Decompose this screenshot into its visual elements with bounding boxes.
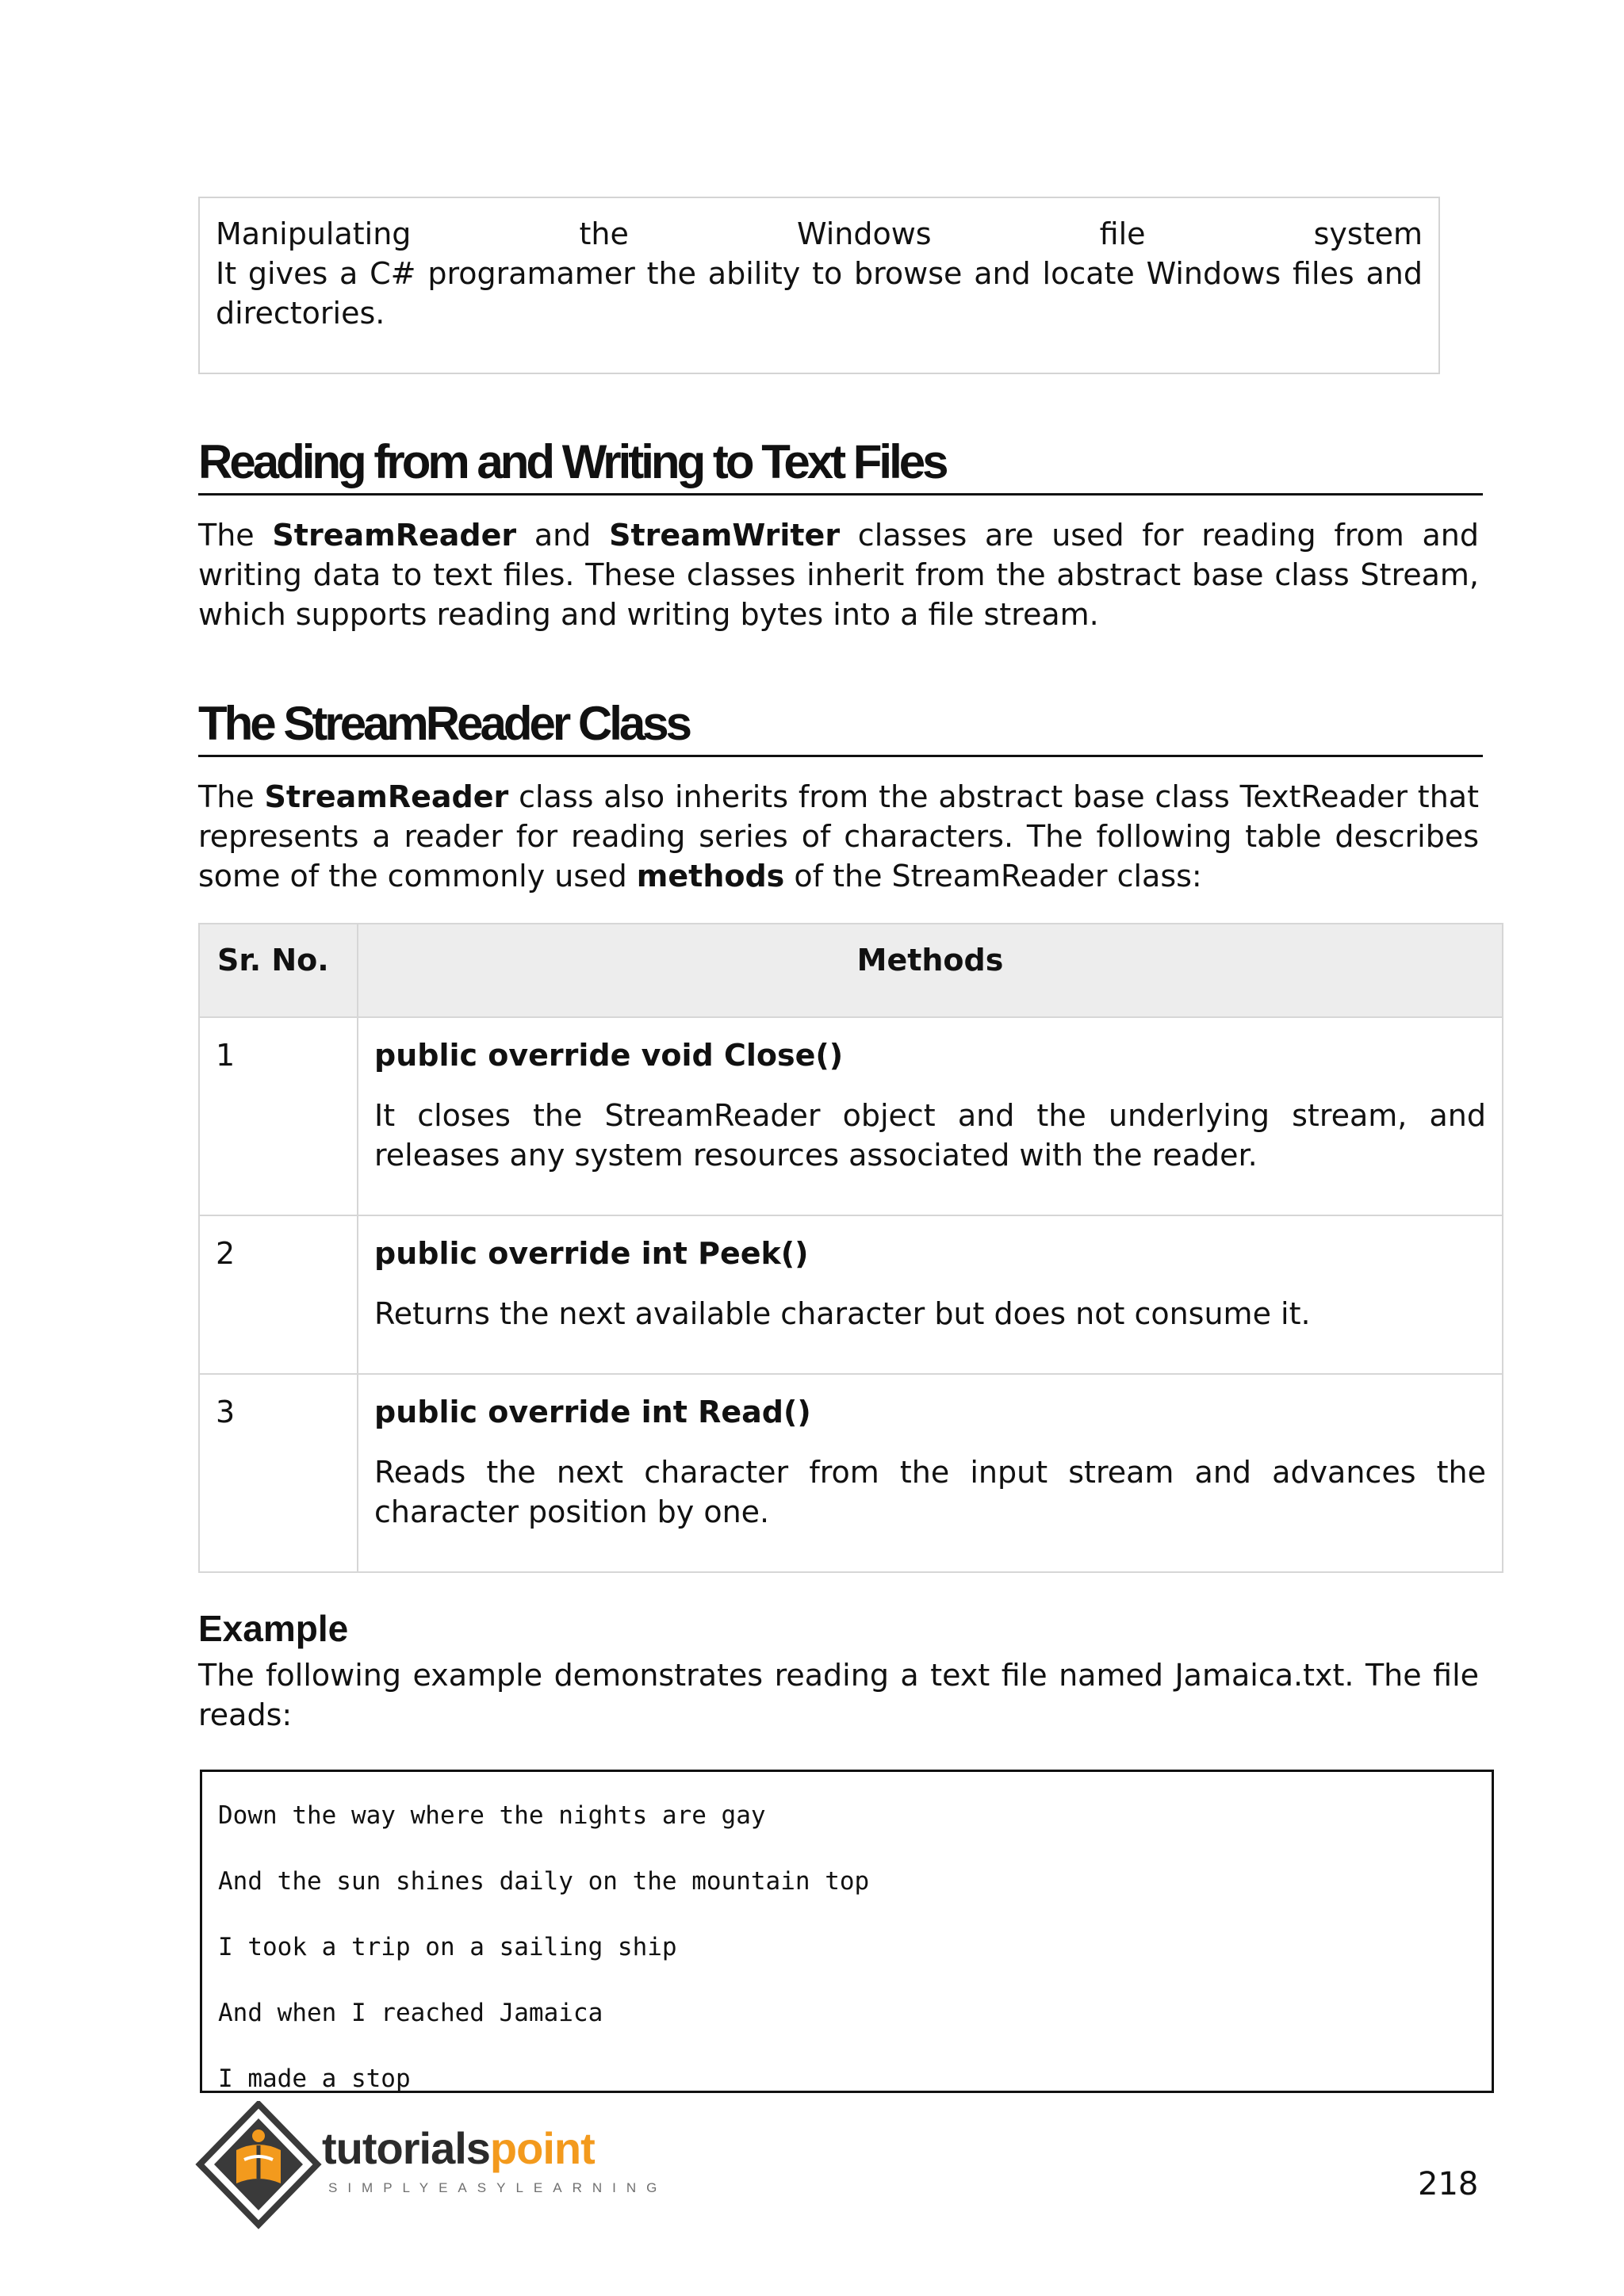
code-line: I made a stop <box>218 2064 411 2093</box>
row-number: 2 <box>199 1215 358 1374</box>
section2-paragraph <box>198 777 1479 896</box>
header-sr-no: Sr. No. <box>199 924 358 1017</box>
table-header-row <box>199 924 1503 1017</box>
bold-term: StreamReader <box>272 518 517 553</box>
text: and <box>534 518 592 553</box>
code-line: And the sun shines daily on the mountain top <box>218 1867 870 1896</box>
section-heading-streamreader: The StreamReader Class <box>198 696 1483 757</box>
section-heading-reading-writing: Reading from and Writing to Text Files <box>198 434 1483 496</box>
code-block <box>200 1770 1494 2093</box>
logo-wordmark <box>322 2125 595 2172</box>
page-number: 218 <box>1418 2166 1479 2202</box>
method-cell <box>358 1017 1503 1215</box>
table-row <box>199 1374 1503 1572</box>
method-description: It closes the StreamReader object and the underlying stream, and releases any system resources associated with the reader. <box>374 1098 1486 1173</box>
methods-table <box>198 923 1503 1573</box>
section1-paragraph <box>198 515 1479 634</box>
code-line: I took a trip on a sailing ship <box>218 1933 677 1961</box>
method-description: Reads the next character from the input stream and advances the character position by one. <box>374 1455 1486 1529</box>
tutorialspoint-logo <box>195 2101 668 2229</box>
logo-text-tutorials: tutorials <box>322 2123 490 2173</box>
text: of the StreamReader class: <box>794 859 1202 894</box>
text: classes are used for reading from and writing data to text files. These classes inherit from the abstract base class Stream, which supports reading and writing bytes into a file stream. <box>198 518 1479 632</box>
method-signature: public override int Read() <box>374 1395 811 1429</box>
code-line: And when I reached Jamaica <box>218 1999 603 2027</box>
table-row <box>199 1215 1503 1374</box>
bold-term: StreamReader <box>264 779 509 814</box>
note-text: It gives a C# programamer the ability to browse and locate Windows files and directories. <box>216 256 1423 331</box>
method-signature: public override void Close() <box>374 1038 844 1073</box>
row-number: 3 <box>199 1374 358 1572</box>
note-box <box>198 197 1440 374</box>
header-methods: Methods <box>358 924 1503 1017</box>
method-cell <box>358 1215 1503 1374</box>
example-intro: The following example demonstrates reading a text file named Jamaica.txt. The file reads: <box>198 1658 1479 1732</box>
method-signature: public override int Peek() <box>374 1236 809 1271</box>
table-row <box>199 1017 1503 1215</box>
text: The <box>198 779 255 814</box>
logo-tagline: SIMPLYEASYLEARNING <box>328 2180 668 2195</box>
text: class also inherits from the abstract base class TextReader that represents a reader for reading series of characters. The following table describes some of the commonly used <box>198 779 1479 894</box>
example-heading: Example <box>198 1608 349 1649</box>
logo-text-point: point <box>489 2123 595 2173</box>
logo-diamond-icon <box>195 2101 322 2229</box>
bold-term: StreamWriter <box>609 518 841 553</box>
row-number: 1 <box>199 1017 358 1215</box>
code-line: Down the way where the nights are gay <box>218 1801 766 1830</box>
bold-term: methods <box>636 859 785 894</box>
method-cell <box>358 1374 1503 1572</box>
text: The <box>198 518 255 553</box>
note-title: Manipulating the Windows file system <box>216 216 1423 251</box>
method-description: Returns the next available character but does not consume it. <box>374 1296 1311 1331</box>
